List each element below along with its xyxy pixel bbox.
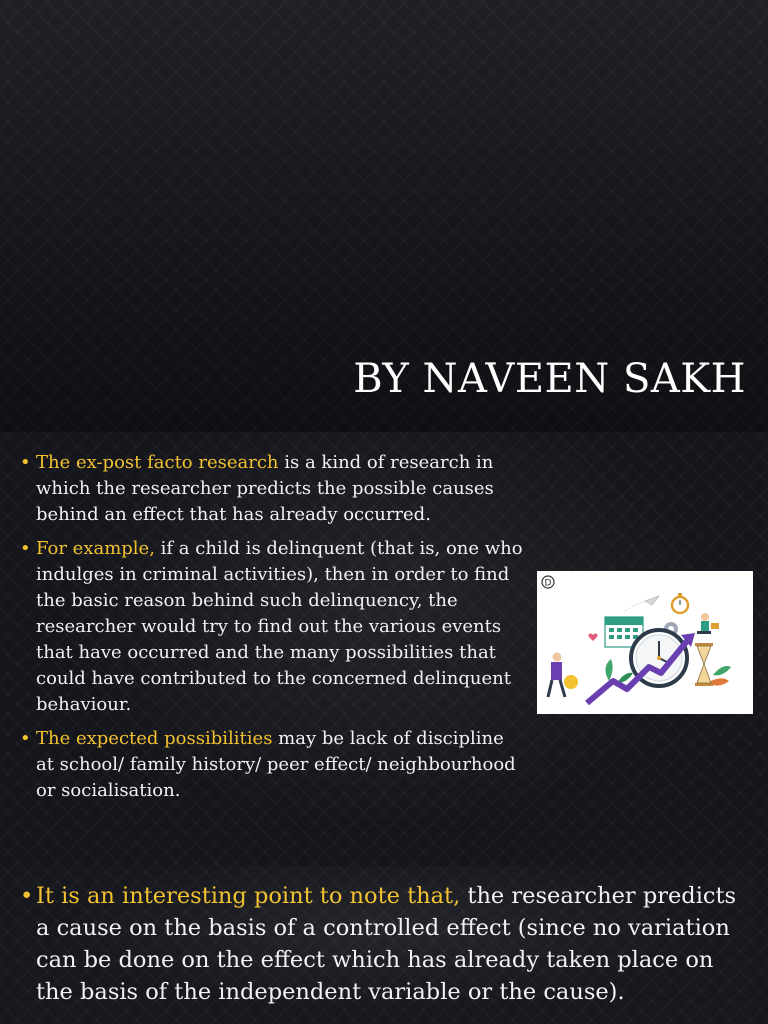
heart-icon bbox=[588, 634, 597, 641]
next-slide bbox=[0, 866, 768, 1024]
logo-letter: D bbox=[544, 578, 552, 589]
stopwatch-icon bbox=[672, 593, 688, 613]
time-management-illustration bbox=[537, 571, 753, 714]
bullet-text: the researcher predicts a cause on the basis of a controlled effect (since no variation can be done on the effect which has already taken place on the basis of the independent variable or the cause). bbox=[36, 883, 737, 1005]
person-icon bbox=[697, 613, 719, 634]
title-slide bbox=[0, 0, 768, 432]
hourglass-icon bbox=[695, 643, 713, 686]
content-slide bbox=[0, 432, 768, 866]
bullet-highlight: The ex-post facto research bbox=[36, 452, 279, 473]
logo-icon bbox=[542, 576, 554, 589]
paper-plane-icon bbox=[625, 596, 659, 611]
bullet-list bbox=[20, 450, 525, 812]
bullet-highlight: For example, bbox=[36, 538, 155, 559]
bullet-list bbox=[20, 880, 740, 1016]
bullet-highlight: It is an interesting point to note that, bbox=[36, 883, 461, 909]
bullet-item bbox=[20, 726, 525, 804]
person-icon bbox=[548, 653, 578, 698]
bullet-text: is a kind of research in which the researcher predicts the possible causes behind an effect that has already occurred. bbox=[36, 452, 494, 525]
bullet-item bbox=[20, 450, 525, 528]
bullet-text: may be lack of discipline at school/ family history/ peer effect/ neighbourhood or socialisation. bbox=[36, 728, 516, 801]
author-title: BY NAVEEN SAKH bbox=[353, 356, 746, 402]
bullet-text: if a child is delinquent (that is, one who indulges in criminal activities), then in order to find the basic reason behind such delinquency, the researcher would try to find out the various events that have occurred and the many possibilities that could have contributed to the concerned delinquent behaviour. bbox=[36, 538, 523, 715]
bullet-item bbox=[20, 536, 525, 718]
bullet-highlight: The expected possibilities bbox=[36, 728, 273, 749]
bullet-item bbox=[20, 880, 740, 1008]
